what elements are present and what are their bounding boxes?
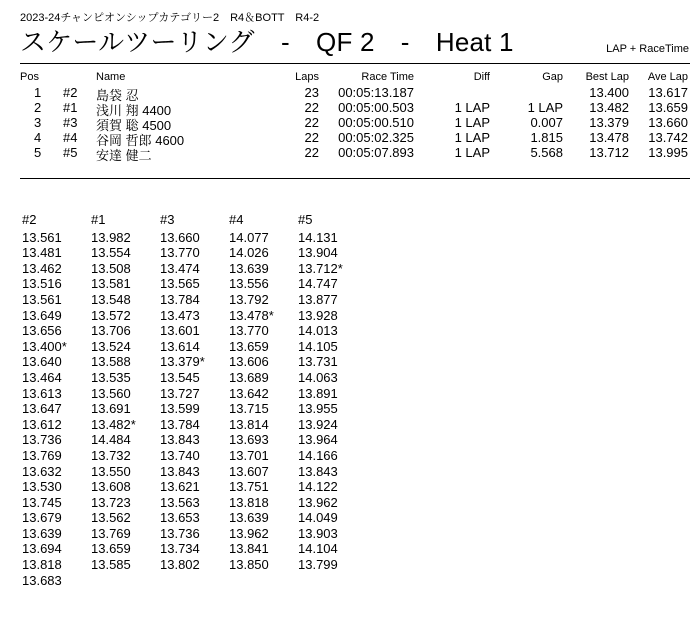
display-mode-label: LAP + RaceTime bbox=[606, 43, 689, 55]
lap-time-value: 13.659 bbox=[229, 338, 269, 354]
lap-time-value: 13.548 bbox=[91, 291, 131, 307]
lap-time-value: 13.784 bbox=[160, 291, 200, 307]
lap-time-value: 13.647 bbox=[22, 401, 62, 417]
lap-times-car-header: #3 bbox=[160, 212, 175, 227]
lap-time-value: 13.731 bbox=[298, 354, 338, 370]
col-header-name: Name bbox=[96, 71, 126, 83]
lap-time-value: 13.802 bbox=[160, 557, 200, 573]
lap-time-value: 13.904 bbox=[298, 245, 338, 261]
lap-time-value: 13.474 bbox=[160, 260, 200, 276]
lap-time-value: 13.632 bbox=[22, 463, 62, 479]
result-ave-lap: 13.660 bbox=[648, 115, 688, 130]
result-row bbox=[20, 130, 690, 148]
result-best-lap: 13.712 bbox=[589, 145, 629, 160]
col-header-laps: Laps bbox=[295, 71, 319, 83]
result-laps: 23 bbox=[304, 85, 319, 100]
result-row bbox=[20, 145, 690, 163]
lap-time-value: 14.026 bbox=[229, 245, 269, 261]
result-car-number: #3 bbox=[63, 115, 78, 130]
lap-time-value: 13.482* bbox=[91, 416, 136, 432]
lap-time-value: 13.660 bbox=[160, 229, 200, 245]
lap-time-value: 13.818 bbox=[229, 494, 269, 510]
lap-time-value: 13.715 bbox=[229, 401, 269, 417]
col-header-ave-lap: Ave Lap bbox=[647, 71, 688, 83]
results-header-row bbox=[20, 71, 690, 85]
lap-time-value: 13.562 bbox=[91, 510, 131, 526]
lap-time-value: 13.639 bbox=[229, 260, 269, 276]
lap-time-value: 13.560 bbox=[91, 385, 131, 401]
result-gap: 1 LAP bbox=[527, 100, 563, 115]
result-race-time: 00:05:00.503 bbox=[338, 100, 414, 115]
lap-time-value: 13.928 bbox=[298, 307, 338, 323]
lap-time-value: 13.769 bbox=[22, 447, 62, 463]
lap-time-value: 13.379* bbox=[160, 354, 205, 370]
lap-time-value: 13.464 bbox=[22, 369, 62, 385]
lap-times-column bbox=[91, 212, 161, 573]
lap-time-value: 13.585 bbox=[91, 557, 131, 573]
result-race-time: 00:05:07.893 bbox=[338, 145, 414, 160]
lap-time-value: 13.607 bbox=[229, 463, 269, 479]
lap-time-value: 13.588 bbox=[91, 354, 131, 370]
lap-time-value: 13.701 bbox=[229, 447, 269, 463]
lap-time-value: 13.478* bbox=[229, 307, 274, 323]
result-car-number: #4 bbox=[63, 130, 78, 145]
result-pos: 1 bbox=[34, 85, 42, 100]
col-header-pos: Pos bbox=[20, 71, 39, 83]
result-pos: 2 bbox=[34, 100, 42, 115]
lap-time-value: 13.689 bbox=[229, 369, 269, 385]
lap-time-value: 13.656 bbox=[22, 323, 62, 339]
results-table bbox=[20, 71, 690, 163]
lap-time-value: 13.769 bbox=[91, 525, 131, 541]
lap-time-value: 13.556 bbox=[229, 276, 269, 292]
lap-time-value: 13.962 bbox=[298, 494, 338, 510]
lap-times-column bbox=[22, 212, 92, 588]
result-gap: 0.007 bbox=[530, 115, 563, 130]
top-divider bbox=[20, 63, 690, 64]
lap-time-value: 13.642 bbox=[229, 385, 269, 401]
lap-time-value: 13.613 bbox=[22, 385, 62, 401]
lap-times-car-header: #5 bbox=[298, 212, 313, 227]
lap-time-value: 13.473 bbox=[160, 307, 200, 323]
lap-time-value: 13.706 bbox=[91, 323, 131, 339]
lap-time-value: 13.565 bbox=[160, 276, 200, 292]
lap-time-value: 13.601 bbox=[160, 323, 200, 339]
bottom-divider bbox=[20, 178, 690, 179]
lap-time-value: 13.814 bbox=[229, 416, 269, 432]
result-diff: 1 LAP bbox=[454, 115, 490, 130]
lap-time-value: 13.891 bbox=[298, 385, 338, 401]
result-row bbox=[20, 85, 690, 103]
result-laps: 22 bbox=[304, 130, 319, 145]
lap-time-value: 13.508 bbox=[91, 260, 131, 276]
result-pos: 3 bbox=[34, 115, 42, 130]
lap-time-value: 13.955 bbox=[298, 401, 338, 417]
result-driver-name: 須賀 聡 4500 bbox=[96, 118, 172, 133]
lap-time-value: 13.727 bbox=[160, 385, 200, 401]
lap-time-value: 13.962 bbox=[229, 525, 269, 541]
col-header-gap: Gap bbox=[542, 71, 563, 83]
lap-time-value: 13.621 bbox=[160, 479, 200, 495]
lap-time-value: 13.903 bbox=[298, 525, 338, 541]
result-driver-name: 浅川 翔 4400 bbox=[96, 103, 172, 118]
lap-time-value: 13.606 bbox=[229, 354, 269, 370]
lap-time-value: 14.013 bbox=[298, 323, 338, 339]
result-diff: 1 LAP bbox=[454, 145, 490, 160]
lap-time-value: 13.561 bbox=[22, 229, 62, 245]
lap-time-value: 14.484 bbox=[91, 432, 131, 448]
result-best-lap: 13.379 bbox=[589, 115, 629, 130]
lap-times-car-header: #4 bbox=[229, 212, 244, 227]
lap-time-value: 13.612 bbox=[22, 416, 62, 432]
lap-time-value: 13.608 bbox=[91, 479, 131, 495]
col-header-diff: Diff bbox=[473, 71, 490, 83]
lap-time-value: 13.599 bbox=[160, 401, 200, 417]
result-gap: 5.568 bbox=[530, 145, 563, 160]
lap-time-value: 13.545 bbox=[160, 369, 200, 385]
result-gap: 1.815 bbox=[530, 130, 563, 145]
lap-time-value: 13.964 bbox=[298, 432, 338, 448]
lap-times-column bbox=[160, 212, 230, 573]
lap-time-value: 14.131 bbox=[298, 229, 338, 245]
lap-time-value: 14.166 bbox=[298, 447, 338, 463]
result-car-number: #1 bbox=[63, 100, 78, 115]
event-subtitle: 2023-24チャンピオンシップカテゴリー2 R4＆BOTT R4-2 bbox=[20, 12, 320, 24]
result-best-lap: 13.478 bbox=[589, 130, 629, 145]
lap-time-value: 13.563 bbox=[160, 494, 200, 510]
lap-time-value: 13.550 bbox=[91, 463, 131, 479]
result-driver-name: 島袋 忍 bbox=[96, 88, 139, 103]
page-title: スケールツーリング - QF 2 - Heat 1 bbox=[20, 27, 514, 57]
lap-time-value: 14.049 bbox=[298, 510, 338, 526]
lap-time-value: 13.982 bbox=[91, 229, 131, 245]
results-rows bbox=[20, 85, 690, 163]
lap-time-value: 13.653 bbox=[160, 510, 200, 526]
lap-time-value: 13.614 bbox=[160, 338, 200, 354]
lap-time-value: 13.843 bbox=[160, 463, 200, 479]
lap-time-value: 13.462 bbox=[22, 260, 62, 276]
lap-time-value: 13.792 bbox=[229, 291, 269, 307]
lap-time-value: 13.639 bbox=[22, 525, 62, 541]
lap-time-value: 13.740 bbox=[160, 447, 200, 463]
lap-time-value: 13.535 bbox=[91, 369, 131, 385]
lap-time-value: 13.640 bbox=[22, 354, 62, 370]
result-race-time: 00:05:13.187 bbox=[338, 85, 414, 100]
lap-time-value: 13.481 bbox=[22, 245, 62, 261]
lap-time-value: 13.516 bbox=[22, 276, 62, 292]
lap-time-value: 13.799 bbox=[298, 557, 338, 573]
lap-time-value: 13.561 bbox=[22, 291, 62, 307]
result-race-time: 00:05:00.510 bbox=[338, 115, 414, 130]
lap-time-value: 13.732 bbox=[91, 447, 131, 463]
result-best-lap: 13.482 bbox=[589, 100, 629, 115]
lap-time-value: 13.712* bbox=[298, 260, 343, 276]
lap-times-column bbox=[298, 212, 368, 573]
result-ave-lap: 13.742 bbox=[648, 130, 688, 145]
result-car-number: #2 bbox=[63, 85, 78, 100]
lap-time-value: 13.649 bbox=[22, 307, 62, 323]
result-ave-lap: 13.659 bbox=[648, 100, 688, 115]
result-laps: 22 bbox=[304, 100, 319, 115]
lap-time-value: 14.077 bbox=[229, 229, 269, 245]
result-driver-name: 安達 健二 bbox=[96, 148, 152, 163]
lap-time-value: 13.751 bbox=[229, 479, 269, 495]
lap-time-value: 13.554 bbox=[91, 245, 131, 261]
lap-time-value: 14.105 bbox=[298, 338, 338, 354]
lap-time-value: 13.691 bbox=[91, 401, 131, 417]
result-driver-name: 谷岡 哲郎 4600 bbox=[96, 133, 185, 148]
lap-time-value: 13.679 bbox=[22, 510, 62, 526]
result-best-lap: 13.400 bbox=[589, 85, 629, 100]
lap-time-value: 13.736 bbox=[160, 525, 200, 541]
lap-times-car-header: #2 bbox=[22, 212, 37, 227]
lap-time-value: 13.581 bbox=[91, 276, 131, 292]
result-diff: 1 LAP bbox=[454, 100, 490, 115]
lap-time-value: 13.683 bbox=[22, 572, 62, 588]
lap-time-value: 13.723 bbox=[91, 494, 131, 510]
lap-time-value: 13.770 bbox=[229, 323, 269, 339]
lap-time-value: 13.524 bbox=[91, 338, 131, 354]
lap-time-value: 13.770 bbox=[160, 245, 200, 261]
result-laps: 22 bbox=[304, 145, 319, 160]
result-pos: 5 bbox=[34, 145, 42, 160]
lap-time-value: 13.694 bbox=[22, 541, 62, 557]
lap-time-value: 13.841 bbox=[229, 541, 269, 557]
lap-time-value: 14.104 bbox=[298, 541, 338, 557]
col-header-best-lap: Best Lap bbox=[585, 71, 629, 83]
lap-time-value: 14.063 bbox=[298, 369, 338, 385]
result-race-time: 00:05:02.325 bbox=[338, 130, 414, 145]
lap-time-value: 13.850 bbox=[229, 557, 269, 573]
lap-time-value: 13.400* bbox=[22, 338, 67, 354]
result-row bbox=[20, 115, 690, 133]
lap-time-value: 13.736 bbox=[22, 432, 62, 448]
lap-time-value: 13.818 bbox=[22, 557, 62, 573]
result-ave-lap: 13.617 bbox=[648, 85, 688, 100]
lap-time-value: 13.784 bbox=[160, 416, 200, 432]
result-row bbox=[20, 100, 690, 118]
col-header-race-time: Race Time bbox=[361, 71, 414, 83]
lap-time-value: 14.122 bbox=[298, 479, 338, 495]
lap-times-column bbox=[229, 212, 299, 573]
lap-time-value: 13.745 bbox=[22, 494, 62, 510]
lap-time-value: 13.734 bbox=[160, 541, 200, 557]
result-pos: 4 bbox=[34, 130, 42, 145]
lap-time-value: 13.877 bbox=[298, 291, 338, 307]
result-car-number: #5 bbox=[63, 145, 78, 160]
lap-time-value: 13.572 bbox=[91, 307, 131, 323]
lap-times-car-header: #1 bbox=[91, 212, 106, 227]
lap-time-value: 13.924 bbox=[298, 416, 338, 432]
result-diff: 1 LAP bbox=[454, 130, 490, 145]
lap-time-value: 14.747 bbox=[298, 276, 338, 292]
lap-time-value: 13.843 bbox=[298, 463, 338, 479]
lap-time-value: 13.693 bbox=[229, 432, 269, 448]
lap-time-value: 13.659 bbox=[91, 541, 131, 557]
lap-time-value: 13.639 bbox=[229, 510, 269, 526]
result-laps: 22 bbox=[304, 115, 319, 130]
lap-time-value: 13.843 bbox=[160, 432, 200, 448]
lap-time-value: 13.530 bbox=[22, 479, 62, 495]
result-ave-lap: 13.995 bbox=[648, 145, 688, 160]
